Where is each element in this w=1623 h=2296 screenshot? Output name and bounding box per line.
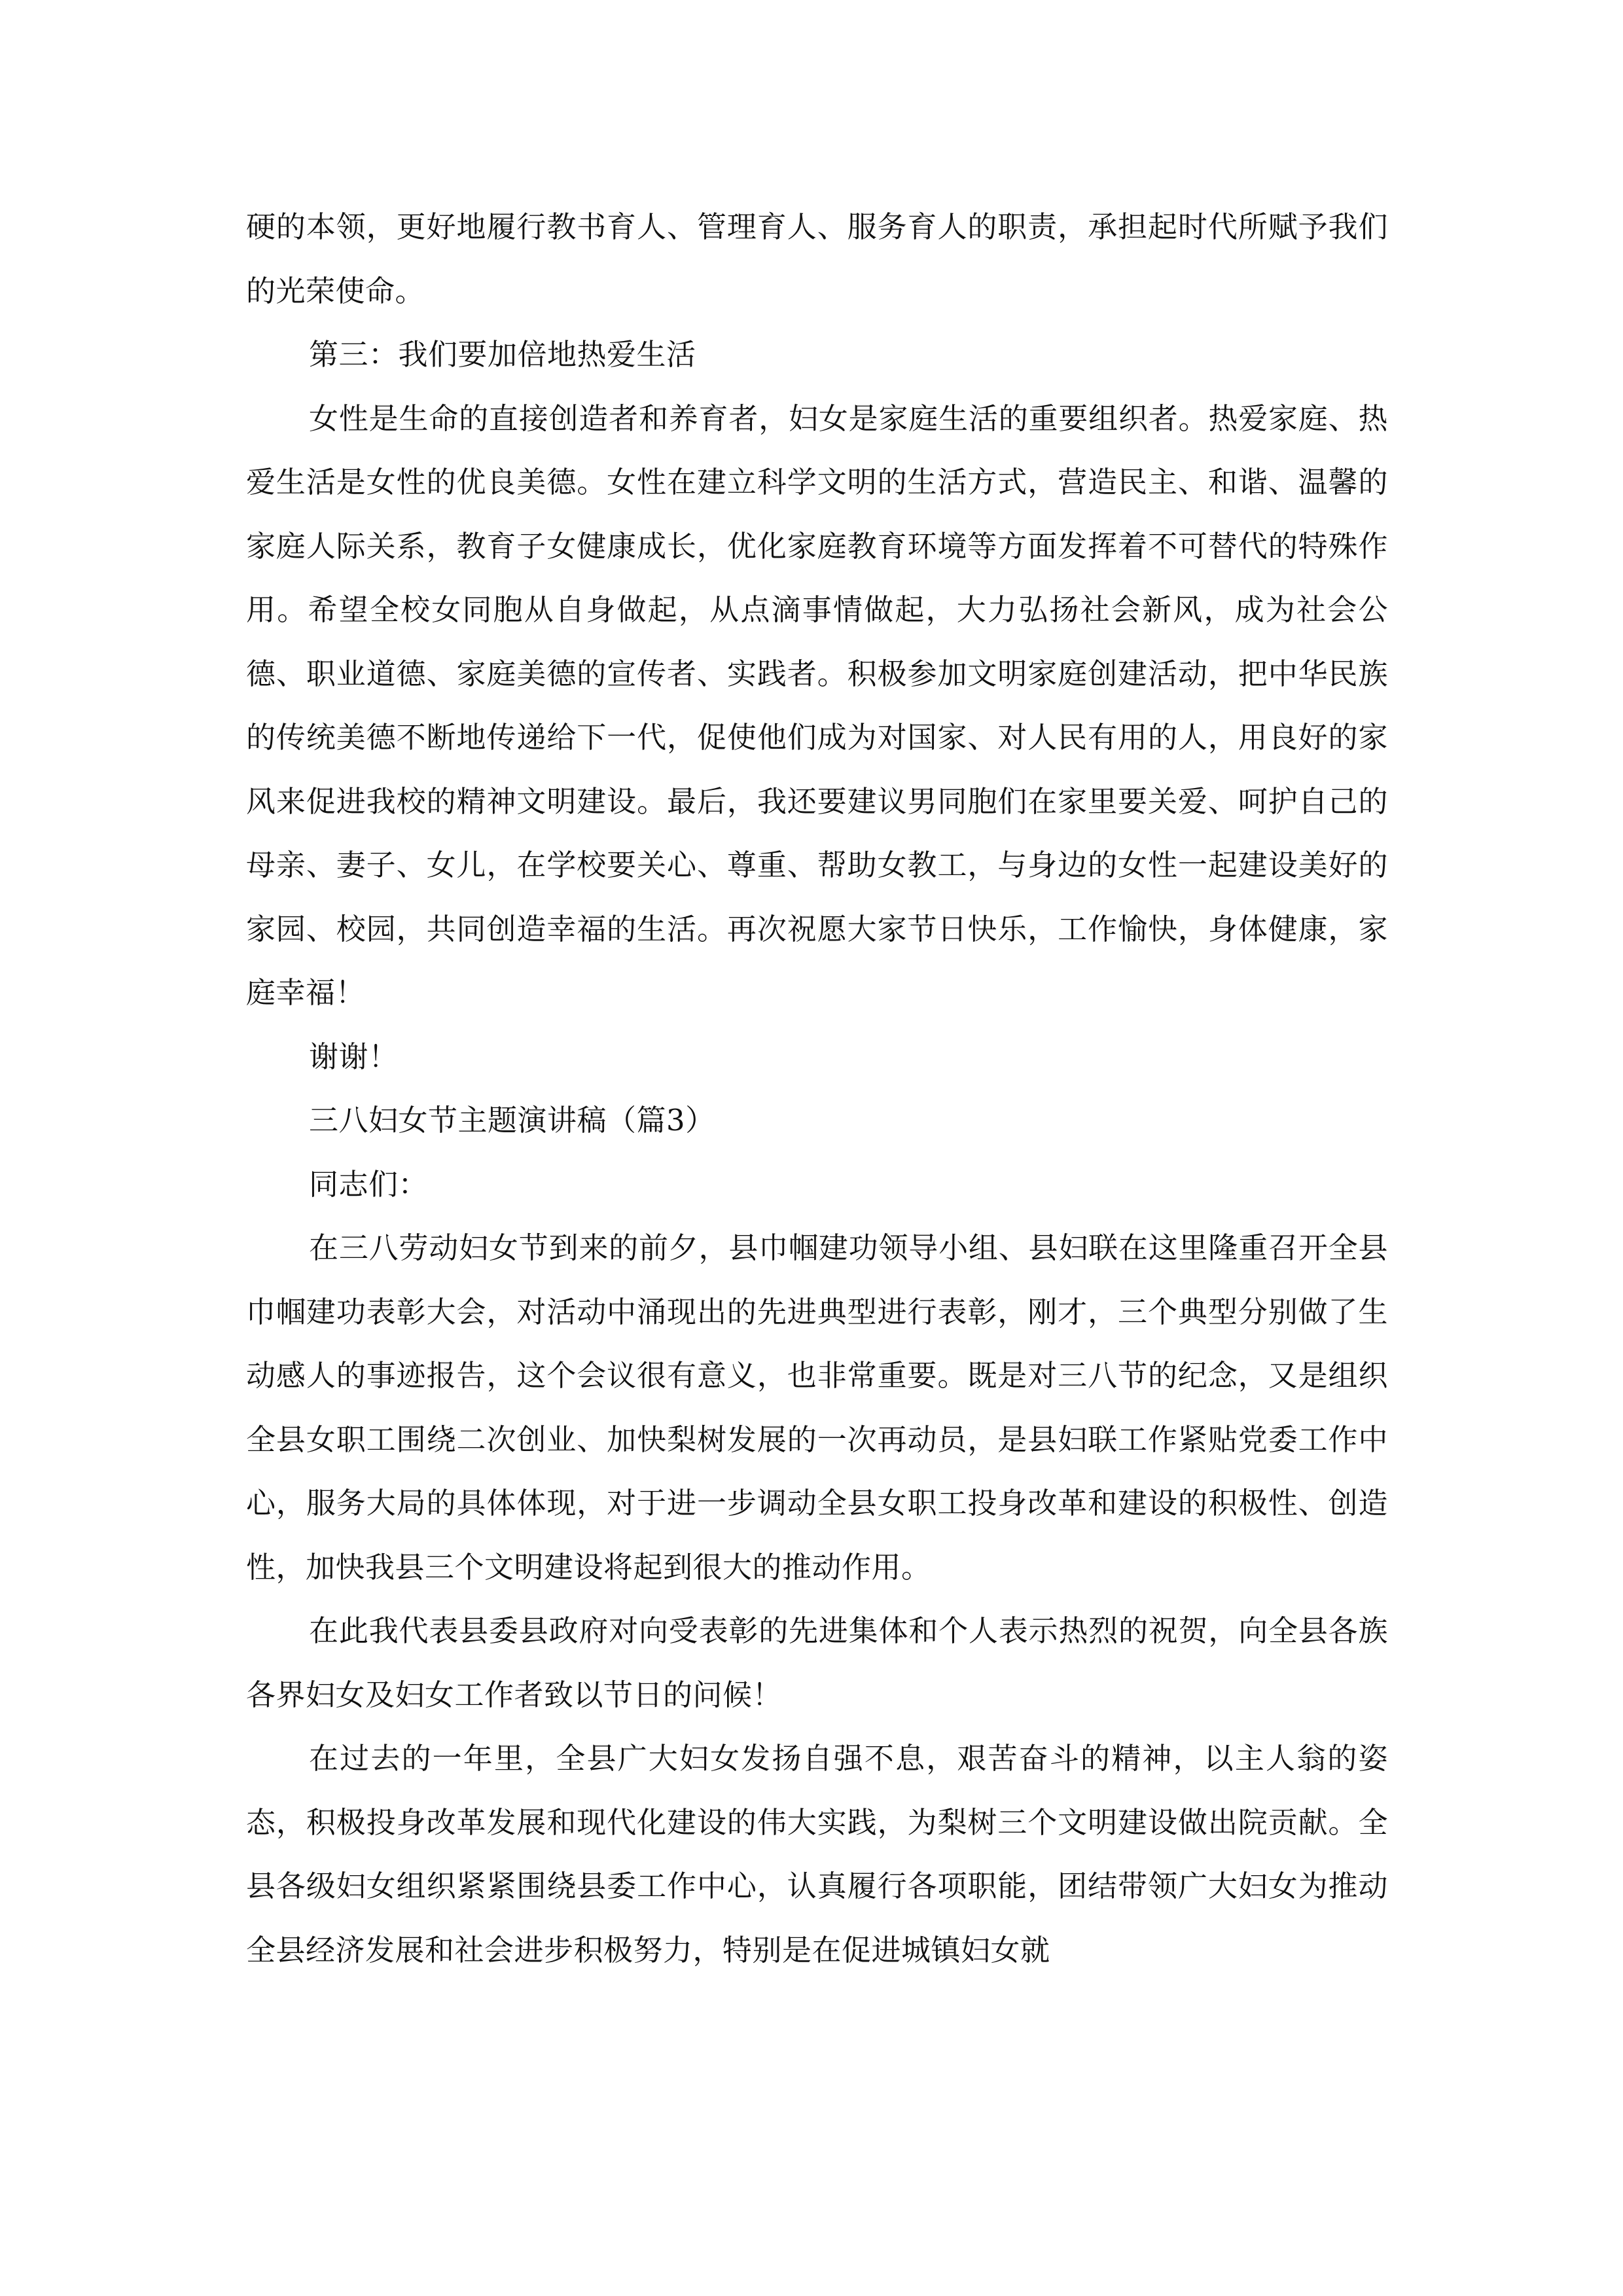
section-heading-third: 第三：我们要加倍地热爱生活 bbox=[309, 337, 696, 372]
paragraph-9: 在过去的一年里，全县广大妇女发扬自强不息，艰苦奋斗的精神，以主人翁的姿态，积极投身改革发展和现代化建设的伟大实践，为梨树三个文明建设做出院贡献。全县各级妇女组织紧紧围绕县委工作中心，认真履行各项职能，团结带领广大妇女为推动全县经济发展和社会进步积极努力，特别是在促进城镇妇女就 bbox=[246, 1741, 1388, 1967]
paragraph-1: 硬的本领，更好地履行教书育人、管理育人、服务育人的职责，承担起时代所赋予我们的光荣使命。 bbox=[246, 209, 1388, 308]
document-body bbox=[246, 195, 1388, 1982]
paragraph-8: 在此我代表县委县政府对向受表彰的先进集体和个人表示热烈的祝贺，向全县各族各界妇女及妇女工作者致以节日的问候！ bbox=[246, 1613, 1388, 1712]
paragraph-7: 在三八劳动妇女节到来的前夕，县巾帼建功领导小组、县妇联在这里隆重召开全县巾帼建功表彰大会，对活动中涌现出的先进典型进行表彰，刚才，三个典型分别做了生动感人的事迹报告，这个会议很有意义，也非常重要。既是对三八节的纪念，又是组织全县女职工围绕二次创业、加快梨树发展的一次再动员，是县妇联工作紧贴党委工作中心，服务大局的具体体现，对于进一步调动全县女职工投身改革和建设的积极性、创造性，加快我县三个文明建设将起到很大的推动作用。 bbox=[246, 1230, 1388, 1585]
speech-title: 三八妇女节主题演讲稿（篇3） bbox=[309, 1103, 715, 1138]
salutation: 同志们： bbox=[309, 1166, 429, 1202]
thanks-line: 谢谢！ bbox=[309, 1039, 399, 1074]
paragraph-3: 女性是生命的直接创造者和养育者，妇女是家庭生活的重要组织者。热爱家庭、热爱生活是女性的优良美德。女性在建立科学文明的生活方式，营造民主、和谐、温馨的家庭人际关系，教育子女健康成长，优化家庭教育环境等方面发挥着不可替代的特殊作用。希望全校女同胞从自身做起，从点滴事情做起，大力弘扬社会新风，成为社会公德、职业道德、家庭美德的宣传者、实践者。积极参加文明家庭创建活动，把中华民族的传统美德不断地传递给下一代，促使他们成为对国家、对人民有用的人，用良好的家风来促进我校的精神文明建设。最后，我还要建议男同胞们在家里要关爱、呵护自己的母亲、妻子、女儿，在学校要关心、尊重、帮助女教工，与身边的女性一起建设美好的家园、校园，共同创造幸福的生活。再次祝愿大家节日快乐，工作愉快，身体健康，家庭幸福！ bbox=[246, 401, 1388, 1010]
